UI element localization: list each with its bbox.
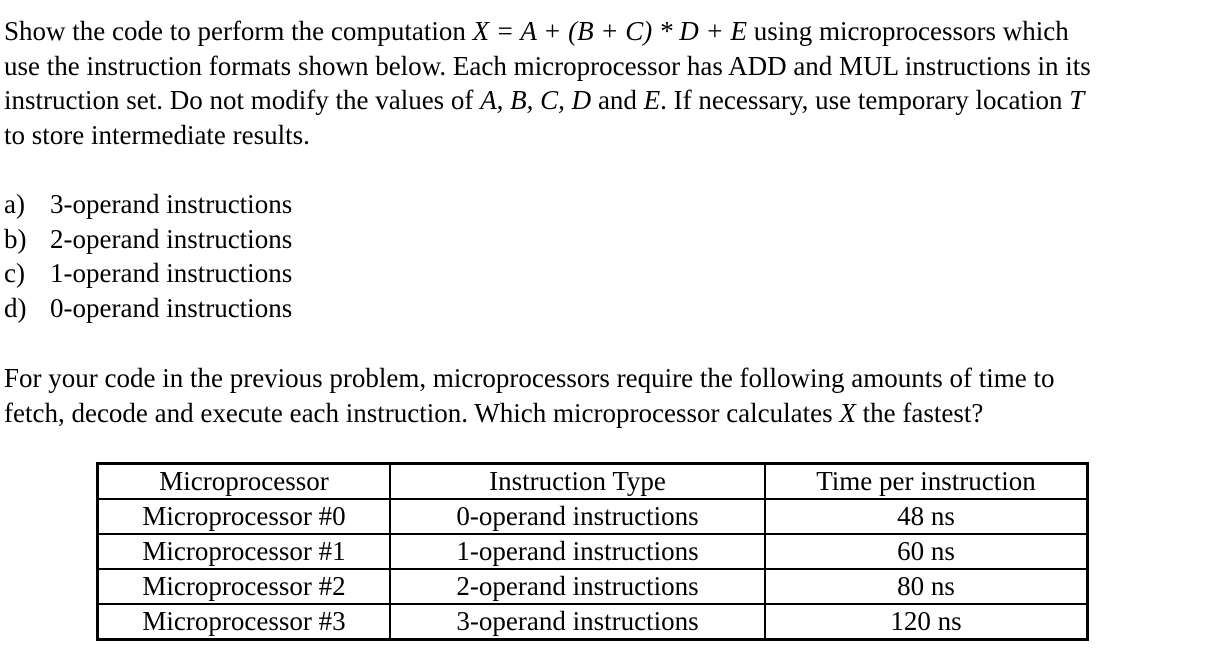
table-cell: Microprocessor #3 <box>98 604 391 640</box>
option-text: 0-operand instructions <box>50 292 293 323</box>
table-cell: 80 ns <box>765 569 1088 604</box>
table-row <box>98 604 1088 640</box>
list-item <box>4 222 1214 257</box>
microprocessor-table <box>96 462 1089 641</box>
table-cell: Microprocessor #2 <box>98 569 391 604</box>
question-text: fetch, decode and execute each instruction. Which microprocessor calculates <box>4 397 840 428</box>
option-label: b) <box>4 223 27 254</box>
column-header: Microprocessor <box>98 464 391 500</box>
option-text: 3-operand instructions <box>50 189 293 219</box>
list-item <box>4 291 1214 326</box>
variable: T <box>1069 85 1085 115</box>
list-item <box>4 187 1214 222</box>
statement-text: instruction set. Do not modify the values of <box>4 85 481 115</box>
table-row <box>98 499 1088 534</box>
question-text: the fastest? <box>855 397 984 428</box>
table-cell: 60 ns <box>765 534 1088 569</box>
table-row <box>98 569 1088 604</box>
statement-line-1 <box>4 14 1214 49</box>
table-cell: 120 ns <box>765 604 1088 640</box>
table-cell: 0-operand instructions <box>390 499 765 534</box>
variable: X <box>839 397 856 428</box>
table-row <box>98 534 1088 569</box>
table-cell: Microprocessor #1 <box>98 534 391 569</box>
statement-line-2: use the instruction formats shown below. Each microprocessor has ADD and MUL instructions in its <box>4 50 1091 81</box>
table-header-row <box>98 464 1088 500</box>
statement-text: . If necessary, use temporary location <box>660 85 1070 115</box>
variable: E <box>643 85 661 115</box>
list-item <box>4 256 1214 291</box>
option-text: 1-operand instructions <box>50 258 293 288</box>
table-cell: 48 ns <box>765 499 1088 534</box>
statement-text: using microprocessors which <box>747 16 1069 46</box>
follow-up-question <box>4 361 1214 430</box>
problem-statement <box>4 14 1214 152</box>
table-cell: 2-operand instructions <box>390 569 765 604</box>
column-header: Instruction Type <box>390 464 765 500</box>
table-cell: 3-operand instructions <box>390 604 765 640</box>
statement-text: and <box>591 85 644 115</box>
option-text: 2-operand instructions <box>50 223 293 254</box>
option-label: d) <box>4 292 27 323</box>
variable-list: A, B, C, D <box>480 85 592 115</box>
equation: X = A + (B + C) * D + E <box>472 16 748 46</box>
table-cell: Microprocessor #0 <box>98 499 391 534</box>
option-label: c) <box>4 258 25 288</box>
statement-line-3 <box>4 83 1214 118</box>
statement-text: Show the code to perform the computation <box>4 16 473 46</box>
option-list <box>4 187 1214 325</box>
statement-line-4: to store intermediate results. <box>4 119 310 150</box>
table-cell: 1-operand instructions <box>390 534 765 569</box>
option-label: a) <box>4 189 25 219</box>
question-line-2 <box>4 396 1214 431</box>
question-line-1: For your code in the previous problem, microprocessors require the following amounts of time to <box>4 363 1055 393</box>
column-header: Time per instruction <box>765 464 1088 500</box>
